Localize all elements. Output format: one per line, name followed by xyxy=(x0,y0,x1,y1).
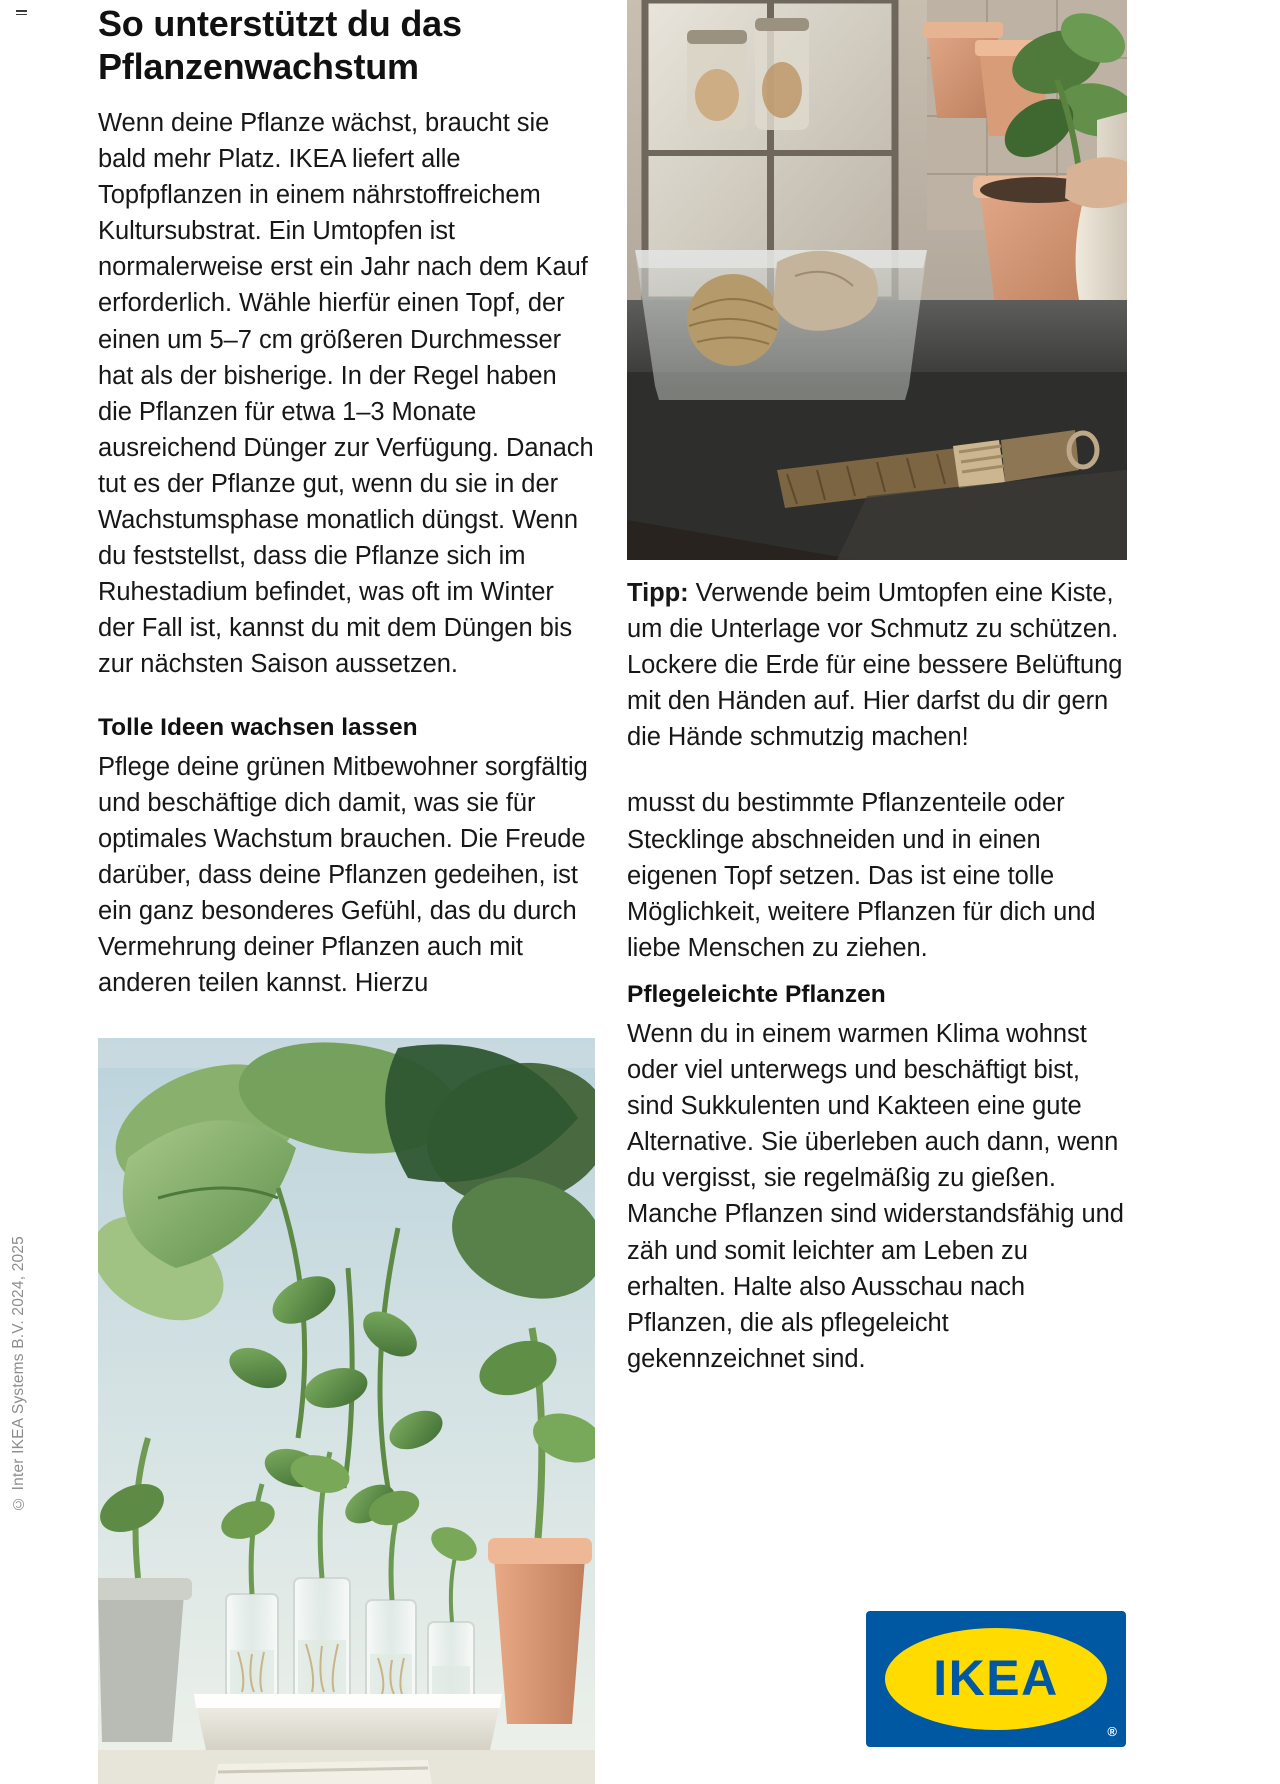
registration-mark-icon xyxy=(16,10,28,20)
tip-paragraph xyxy=(627,575,1127,755)
copyright-text: © Inter IKEA Systems B.V. 2024, 2025 xyxy=(10,1236,27,1513)
repotting-photo-graphic xyxy=(627,0,1127,560)
intro-paragraph: Wenn deine Pflanze wächst, braucht sie bald mehr Platz. IKEA liefert alle Topfpflanzen in einem nährstoffreichem Kultursubstrat. Ein Umtopfen ist normalerweise erst ein Jahr nach dem Kauf erforderlich. Wähle hierfür einen Topf, der einen um 5–7 cm größeren Durchmesser hat als der bisherige. In der Regel haben die Pflanzen für etwa 1–3 Monate ausreichend Dünger zur Verfügung. Danach tut es der Pflanze gut, wenn du sie in der Wachstumsphase monatlich düngst. Wenn du feststellst, dass die Pflanze sich im Ruhestadium befindet, was oft im Winter der Fall ist, kannst du mit dem Düngen bis zur nächsten Saison aussetzen. xyxy=(98,109,594,679)
subheading-ideas: Tolle Ideen wachsen lassen xyxy=(98,713,418,741)
left-text-column xyxy=(98,0,595,1001)
ikea-logo xyxy=(866,1611,1126,1747)
spacer xyxy=(627,755,1127,785)
ikea-wordmark: IKEA xyxy=(933,1650,1059,1706)
right-text-column xyxy=(627,575,1127,1377)
subheading-easy-care: Pflegeleichte Pflanzen xyxy=(627,980,886,1008)
registered-trademark-icon: ® xyxy=(1107,1724,1117,1739)
spacer xyxy=(627,966,1127,980)
spacer xyxy=(98,683,595,713)
tip-label: Tipp: xyxy=(627,579,689,607)
ideas-paragraph: Pflege deine grünen Mitbewohner sorgfältig und beschäftige dich damit, was sie für optimales Wachstum brauchen. Die Freude darüber, dass deine Pflanzen gedeihen, ist ein ganz besonderes Gefühl, das du durch Vermehrung deiner Pflanzen auch mit anderen teilen kannst. Hierzu xyxy=(98,752,588,998)
page-title: So unterstützt du das Pflanzenwachstum xyxy=(98,3,462,87)
ikea-logo-oval xyxy=(885,1628,1107,1730)
tip-text: Verwende beim Umtopfen eine Kiste, um die Unterlage vor Schmutz zu schützen. Lockere die Erde für eine bessere Belüftung mit den Händen auf. Hier darfst du dir gern die Hände schmutzig machen! xyxy=(627,579,1123,752)
repotting-photo xyxy=(627,0,1127,560)
copyright-strip xyxy=(6,1236,32,1776)
propagation-photo xyxy=(98,1038,595,1784)
continued-paragraph: musst du bestimmte Pflanzenteile oder Stecklinge abschneiden und in einen eigenen Topf setzen. Das ist eine tolle Möglichkeit, weitere Pflanzen für dich und liebe Menschen zu ziehen. xyxy=(627,789,1096,962)
easy-care-paragraph: Wenn du in einem warmen Klima wohnst oder viel unterwegs und beschäftigt bist, sind Sukkulenten und Kakteen eine gute Alternative. Sie überleben auch dann, wenn du vergisst, sie regelmäßig zu gießen. Manche Pflanzen sind widerstandsfähig und zäh und somit leichter am Leben zu erhalten. Halte also Ausschau nach Pflanzen, die als pflegeleicht gekennzeichnet sind. xyxy=(627,1019,1124,1373)
propagation-photo-graphic xyxy=(98,1038,595,1784)
